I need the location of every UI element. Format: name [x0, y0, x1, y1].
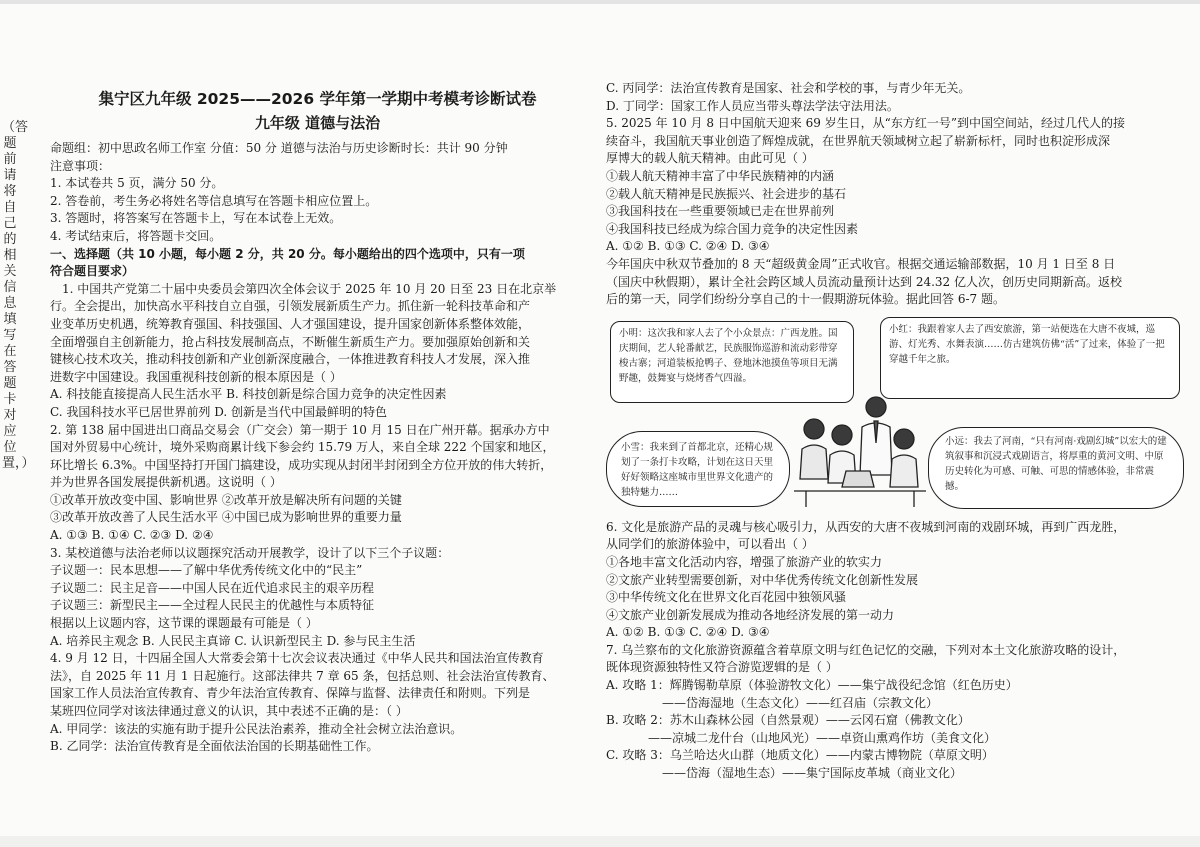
speech-bubble-xiaoming: 小明：这次我和家人去了个小众景点：广西龙胜。国庆期间，艺人轮番献艺，民族服饰巡游和流动彩带穿梭古寨；河道装板抢鸭子、登地沐池摸鱼等项目无满野趣，鼓舞宴与烧烤香气四溢。	[610, 321, 854, 403]
question-4-text: 国家工作人员法治宣传教育、青少年法治宣传教育、保障与监督、法律责任和附则。下列是	[50, 686, 531, 701]
question-1-text: 行。全会提出，加快高水平科技自立自强，引领发展新质生产力。抓住新一轮科技革命和产	[50, 299, 531, 314]
speech-bubble-xiaoxue: 小雪：我来到了首都北京，还精心规划了一条打卡攻略，计划在这日天里好好领略这座城市里世界文化遗产的独特魅力……	[606, 431, 790, 507]
scan-bottom-edge	[0, 836, 1200, 847]
question-5-text: 厚博大的载人航天精神。由此可见（ ）	[606, 151, 814, 166]
question-2-text: 环比增长 6.3%。中国坚持打开国门搞建设，成功实现从封闭半封闭到全方位开放的伟大转折，	[50, 457, 553, 472]
question-1-text: 全面增强自主创新能力，抢占科技发展制高点，不断催生新质生产力。要加强原始创新和关	[50, 334, 531, 349]
question-2-choices: A. ①③ B. ①④ C. ②③ D. ②④	[50, 528, 214, 543]
question-4-option: D. 丁同学：国家工作人员应当带头尊法学法守法用法。	[606, 98, 899, 113]
question-4-option: A. 甲同学：该法的实施有助于提升公民法治素养，推动全社会树立法治意识。	[50, 721, 463, 736]
question-6-option: ④文旅产业创新发展成为推动各地经济发展的第一动力	[606, 607, 895, 622]
speech-bubble-xiaoyuan: 小远：我去了河南，“只有河南·戏剧幻城”以宏大的建筑叙事和沉浸式戏剧语言，将厚重的黄河文明、中原历史转化为可感、可触、可思的情感体验，非常震撼。	[928, 427, 1184, 509]
question-5-option: ②载人航天精神是民族振兴、社会进步的基石	[606, 186, 847, 201]
exam-meta: 命题组：初中思政名师工作室 分值：50 分 道德与法治与历史诊断时长：共计 90 分钟	[50, 141, 508, 155]
question-7-option: ——凉城二龙什台（山地风光）——卓资山熏鸡作坊（美食文化）	[648, 730, 997, 745]
question-1-option: A. 科技能直接提高人民生活水平 B. 科技创新是综合国力竞争的决定性因素	[50, 387, 447, 402]
speech-bubble-xiaohong: 小红：我跟着家人去了西安旅游，第一站便选在大唐不夜城，巡游、灯光秀、水舞表演……仿古建筑仿佛“活”了过来，体验了一把穿越千年之旅。	[880, 317, 1180, 399]
question-5-option: ①载人航天精神丰富了中华民族精神的内涵	[606, 168, 835, 183]
question-7-option: ——岱海（湿地生态）——集宁国际皮革城（商业文化）	[662, 766, 963, 781]
notes-heading: 注意事项：	[50, 158, 111, 173]
question-2-text: 2. 第 138 届中国进出口商品交易会（广交会）第一期于 10 月 15 日在广州开幕。据承办方中	[50, 422, 550, 437]
question-6-option: ③中华传统文化在世界文化百花园中独领风骚	[606, 590, 847, 605]
note-item: 3. 答题时，将答案写在答题卡上，写在本试卷上无效。	[50, 211, 342, 226]
question-7-option: ——岱海湿地（生态文化）——红召庙（宗教文化）	[662, 695, 939, 710]
question-7-text: 7. 乌兰察布的文化旅游资源蕴含着草原文明与红色记忆的交融，下列对本土文化旅游攻略的设计，	[606, 642, 1126, 657]
question-3-text: 根据以上议题内容，这节课的课题最有可能是（ ）	[50, 616, 318, 631]
question-5-text: 5. 2025 年 10 月 8 日中国航天迎来 69 岁生日，从“东方红一号”到中国空间站，经过几代人的接	[606, 116, 1125, 131]
material-text: 后的第一天，同学们纷纷分享自己的十一假期游玩体验。据此回答 6-7 题。	[606, 292, 1005, 307]
question-7-option: C. 攻略 3：乌兰哈达火山群（地质文化）——内蒙古博物院（草原文明）	[606, 748, 994, 763]
question-6-text: 从同学们的旅游体验中，可以看出（ ）	[606, 537, 814, 552]
question-4-text: 法》，自 2025 年 11 月 1 日起施行。这部法律共 7 章 65 条，包括总则、社会法治宣传教育、	[50, 668, 555, 683]
question-6-choices: A. ①② B. ①③ C. ②④ D. ③④	[606, 625, 770, 640]
question-1-text: 业变革历史机遇，统筹教育强国、科技强国、人才强国建设，提升国家创新体系整体效能，	[50, 316, 531, 331]
question-2-option: ③改革开放改善了人民生活水平 ④中国已成为影响世界的重要力量	[50, 510, 402, 525]
note-item: 4. 考试结束后，将答题卡交回。	[50, 228, 222, 243]
question-2-text: 国对外贸易中心统计，境外采购商累计线下参会约 15.79 万人，来自全球 222 个国家和地区，	[50, 440, 555, 455]
right-column	[606, 80, 1184, 783]
question-4-option: C. 丙同学：法治宣传教育是国家、社会和学校的事，与青少年无关。	[606, 81, 971, 95]
question-3-choices: A. 培养民主观念 B. 人民民主真谛 C. 认识新型民主 D. 参与民主生活	[50, 633, 416, 648]
section-heading: 一、选择题（共 10 小题，每小题 2 分，共 20 分。每小题给出的四个选项中，只有一项	[50, 246, 525, 261]
exam-title: 集宁区九年级 2025——2026 学年第一学期中考模考诊断试卷	[98, 90, 537, 108]
question-2-option: ①改革开放改变中国、影响世界 ②改革开放是解决所有问题的关键	[50, 492, 402, 507]
question-3-text: 子议题二：民主足音——中国人民在近代追求民主的艰辛历程	[50, 580, 375, 595]
left-column	[50, 88, 585, 756]
exam-subtitle: 九年级 道德与法治	[254, 114, 381, 132]
question-7-option: A. 攻略 1：辉腾锡勒草原（体验游牧文化）——集宁战役纪念馆（红色历史）	[606, 678, 1018, 693]
question-3-text: 3. 某校道德与法治老师以议题探究活动开展教学，设计了以下三个子议题：	[50, 545, 450, 560]
question-4-option: B. 乙同学：法治宣传教育是全面依法治国的长期基础性工作。	[50, 739, 379, 754]
question-5-text: 续奋斗，我国航天事业创造了辉煌成就，在世界航天领域树立起了崭新标杆，同时也积淀形成深	[606, 133, 1111, 148]
question-6-option: ②文旅产业转型需要创新，对中华优秀传统文化创新性发展	[606, 572, 919, 587]
travel-dialogue-illustration	[606, 317, 1184, 509]
material-text: 今年国庆中秋双节叠加的 8 天“超级黄金周”正式收官。根据交通运输部数据，10 月 1 日至 8 日	[606, 256, 1116, 271]
question-6-option: ①各地丰富文化活动内容，增强了旅游产业的软实力	[606, 554, 883, 569]
question-1-text: 键核心技术攻关，推动科技创新和产业创新深度融合，一体推进教育科技人才发展，深入推	[50, 352, 531, 367]
note-item: 1. 本试卷共 5 页，满分 50 分。	[50, 176, 224, 191]
question-5-choices: A. ①② B. ①③ C. ②④ D. ③④	[606, 239, 770, 254]
question-7-text: 既体现资源独特性又符合游览逻辑的是（ ）	[606, 660, 838, 675]
students-illustration	[792, 387, 928, 509]
section-heading: 符合题目要求）	[50, 264, 135, 279]
side-notice: （答题前请将自己的相关信息填写在答题卡对应位置，）	[2, 120, 35, 471]
question-1-text: 1. 中国共产党第二十届中央委员会第四次全体会议于 2025 年 10 月 20 日至 23 日在北京举	[62, 281, 557, 296]
scan-top-edge	[0, 0, 1200, 4]
question-3-text: 子议题三：新型民主——全过程人民民主的优越性与本质特征	[50, 598, 375, 613]
material-text: （国庆中秋假期），累计全社会跨区域人员流动量预计达到 24.32 亿人次，创历史同期新高。返校	[606, 274, 1122, 289]
question-3-text: 子议题一：民本思想——了解中华优秀传统文化中的“民主”	[50, 563, 363, 578]
question-5-option: ④我国科技已经成为综合国力竞争的决定性因素	[606, 221, 859, 236]
question-1-option: C. 我国科技水平已居世界前列 D. 创新是当代中国最鲜明的特色	[50, 404, 388, 419]
question-5-option: ③我国科技在一些重要领域已走在世界前列	[606, 204, 835, 219]
question-7-option: B. 攻略 2：苏木山森林公园（自然景观）——云冈石窟（佛教文化）	[606, 713, 970, 728]
question-4-text: 4. 9 月 12 日，十四届全国人大常委会第十七次会议表决通过《中华人民共和国法治宣传教育	[50, 651, 544, 666]
question-2-text: 并为世界各国发展提供新机遇。这说明（ ）	[50, 475, 282, 490]
note-item: 2. 答卷前，考生务必将姓名等信息填写在答题卡相应位置上。	[50, 193, 378, 208]
question-4-text: 某班四位同学对该法律通过意义的认识，其中表述不正确的是：（ ）	[50, 704, 408, 718]
question-1-text: 进数字中国建设。我国重视科技创新的根本原因是（ ）	[50, 369, 342, 384]
question-6-text: 6. 文化是旅游产品的灵魂与核心吸引力，从西安的大唐不夜城到河南的戏剧环城，再到广西龙胜，	[606, 519, 1126, 534]
